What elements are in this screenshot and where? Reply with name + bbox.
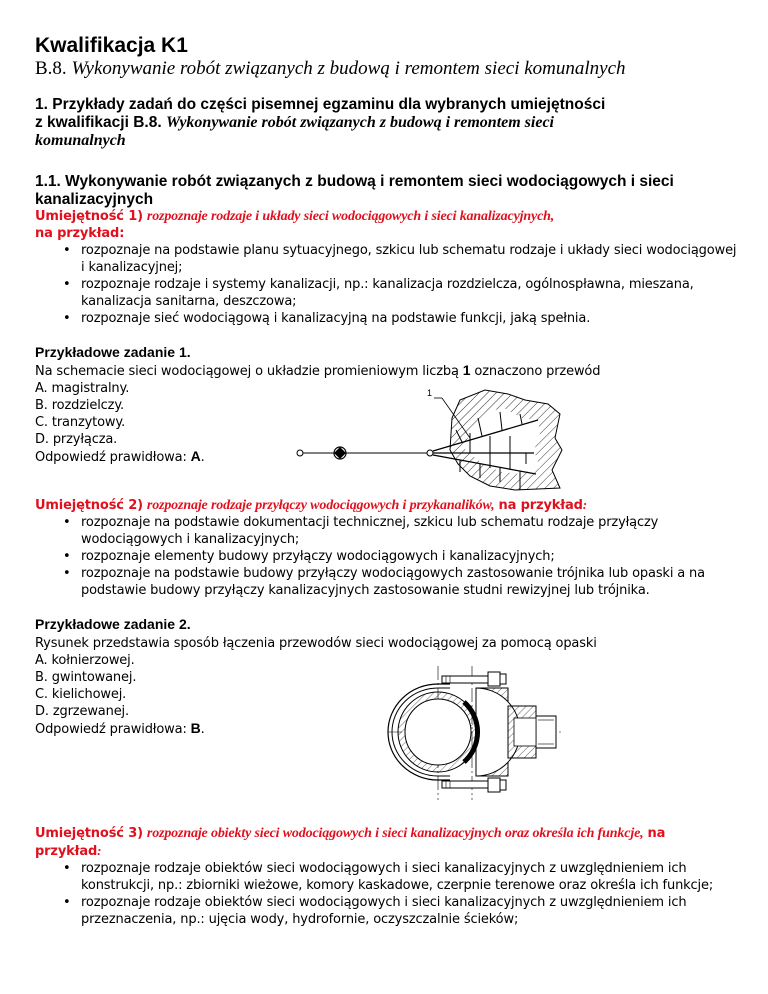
list-item xyxy=(35,860,755,894)
skill-3-text: rozpoznaje obiekty sieci wodociągowych i sieci kanalizacyjnych oraz określa ich funkcje, xyxy=(146,826,644,841)
task-2-option: A. kołnierzowej. xyxy=(35,653,135,668)
task-1-answer-label: Odpowiedź prawidłowa: xyxy=(35,450,191,465)
skill-2-title xyxy=(35,496,755,514)
list-item-text: rozpoznaje sieć wodociągową i kanalizacyjną na podstawie funkcji, jaką spełnia. xyxy=(81,311,591,326)
skill-2-label: Umiejętność 2) xyxy=(35,498,143,513)
section-1-heading-italic: Wykonywanie robót związanych z budową i remontem sieci xyxy=(165,114,554,131)
skill-1-label: Umiejętność 1) xyxy=(35,209,143,224)
pump-icon xyxy=(334,447,346,459)
task-2-question: Rysunek przedstawia sposób łączenia przewodów sieci wodociągowej za pomocą opaski xyxy=(35,636,597,651)
figure-label-1: 1 xyxy=(427,388,433,398)
section-1-heading xyxy=(35,96,755,150)
skill-2-example: na przykład xyxy=(498,498,583,513)
task-1-answer: Odpowiedź prawidłowa: A. xyxy=(35,448,205,465)
list-item xyxy=(35,548,755,565)
list-item-text-cont: konstrukcji, np.: zbiorniki wieżowe, komory kaskadowe, czerpnie terenowe oraz określa ich funkcje; xyxy=(81,878,714,893)
skill-3-block xyxy=(35,825,755,928)
task-2-option: B. gwintowanej. xyxy=(35,670,137,685)
radial-network-figure xyxy=(290,378,590,500)
list-item-text-cont: przeznaczenia, np.: ujęcia wody, hydrofornie, oczyszczalnie ścieków; xyxy=(81,912,519,927)
list-item xyxy=(35,276,755,310)
skill-1-example: na przykład: xyxy=(35,226,125,241)
task-2-option: C. kielichowej. xyxy=(35,687,127,702)
page-title: Kwalifikacja K1 xyxy=(35,34,188,57)
section-1-1-heading xyxy=(35,173,674,209)
task-1-option: B. rozdzielczy. xyxy=(35,398,125,413)
skill-1-bullets xyxy=(35,242,755,327)
list-item-text: rozpoznaje elementy budowy przyłączy wodociągowych i kanalizacyjnych; xyxy=(81,549,555,564)
skill-2-text: rozpoznaje rodzaje przyłączy wodociągowych i przykanalików, xyxy=(146,498,495,513)
section-1-1-heading-line2: kanalizacyjnych xyxy=(35,191,154,208)
skill-2-colon: : xyxy=(582,497,587,512)
list-item xyxy=(35,514,755,548)
skill-3-colon: : xyxy=(97,843,102,858)
list-item-text-cont: podstawie budowy przyłączy kanalizacyjnych zastosowanie studni rewizyjnej lub trójnika. xyxy=(81,583,650,598)
task-2-option: D. zgrzewanej. xyxy=(35,704,129,719)
task-2-answer-label: Odpowiedź prawidłowa: xyxy=(35,722,191,737)
subtitle-code: B.8. xyxy=(35,58,67,79)
task-1-question-pre: Na schemacie sieci wodociągowej o układzie promieniowym liczbą xyxy=(35,364,463,379)
section-1-heading-code: z kwalifikacji B.8. xyxy=(35,114,162,131)
task-2-heading: Przykładowe zadanie 2. xyxy=(35,616,191,632)
list-item-text: rozpoznaje rodzaje obiektów sieci wodociągowych i sieci kanalizacyjnych z uwzględnieniem ich xyxy=(81,895,687,910)
task-1-option: D. przyłącza. xyxy=(35,432,118,447)
list-item-text-cont: i kanalizacyjnej; xyxy=(81,260,183,275)
task-1-question-post: oznaczono przewód xyxy=(470,364,601,379)
skill-3-example-przyklad: przykład xyxy=(35,844,98,859)
list-item xyxy=(35,894,755,928)
list-item xyxy=(35,242,755,276)
list-item-text: rozpoznaje na podstawie planu sytuacyjnego, szkicu lub schematu rodzaje i układy sieci wodociągowej xyxy=(81,243,737,258)
task-2-answer: Odpowiedź prawidłowa: B. xyxy=(35,720,205,737)
subtitle-text: Wykonywanie robót związanych z budową i remontem sieci komunalnych xyxy=(71,58,626,79)
list-item-text: rozpoznaje na podstawie budowy przyłączy wodociągowych zastosowanie trójnika lub opaski a na xyxy=(81,566,705,581)
task-1-question-num: 1 xyxy=(462,362,471,378)
section-1-1-heading-line1: 1.1. Wykonywanie robót związanych z budową i remontem sieci wodociągowych i sieci xyxy=(35,173,674,190)
list-item-text: rozpoznaje na podstawie dokumentacji technicznej, szkicu lub schematu rodzaje przyłączy xyxy=(81,515,659,530)
page-subtitle xyxy=(35,58,626,80)
skill-3-label: Umiejętność 3) xyxy=(35,826,143,841)
list-item xyxy=(35,310,755,327)
skill-1-title xyxy=(35,208,755,225)
skill-3-bullets xyxy=(35,860,755,928)
list-item-text: rozpoznaje rodzaje i systemy kanalizacji, np.: kanalizacja rozdzielcza, ogólnospławna, mieszana, xyxy=(81,277,694,292)
threaded-clamp-figure xyxy=(358,662,568,804)
task-1-option: C. tranzytowy. xyxy=(35,415,126,430)
section-1-heading-italic-cont: komunalnych xyxy=(35,132,126,149)
task-1-heading: Przykładowe zadanie 1. xyxy=(35,344,191,360)
skill-2-bullets xyxy=(35,514,755,599)
task-2-answer-value: B xyxy=(190,720,201,736)
list-item-text-cont: wodociągowych i kanalizacyjnych; xyxy=(81,532,300,547)
section-1-heading-line2 xyxy=(35,114,755,132)
skill-3-title xyxy=(35,825,755,842)
section-1-heading-line1: 1. Przykłady zadań do części pisemnej egzaminu dla wybranych umiejętności xyxy=(35,96,606,113)
skill-2-block xyxy=(35,496,755,599)
task-1-answer-value: A xyxy=(190,448,201,464)
list-item-text: rozpoznaje rodzaje obiektów sieci wodociągowych i sieci kanalizacyjnych z uwzględnieniem ich xyxy=(81,861,687,876)
list-item-text-cont: kanalizacja sanitarna, deszczowa; xyxy=(81,294,297,309)
skill-3-example-na: na xyxy=(647,826,666,841)
list-item xyxy=(35,565,755,599)
skill-1-block xyxy=(35,208,755,327)
task-1-option: A. magistralny. xyxy=(35,381,130,396)
skill-1-text: rozpoznaje rodzaje i układy sieci wodociągowych i sieci kanalizacyjnych, xyxy=(146,209,555,224)
skill-3-example xyxy=(35,842,755,860)
